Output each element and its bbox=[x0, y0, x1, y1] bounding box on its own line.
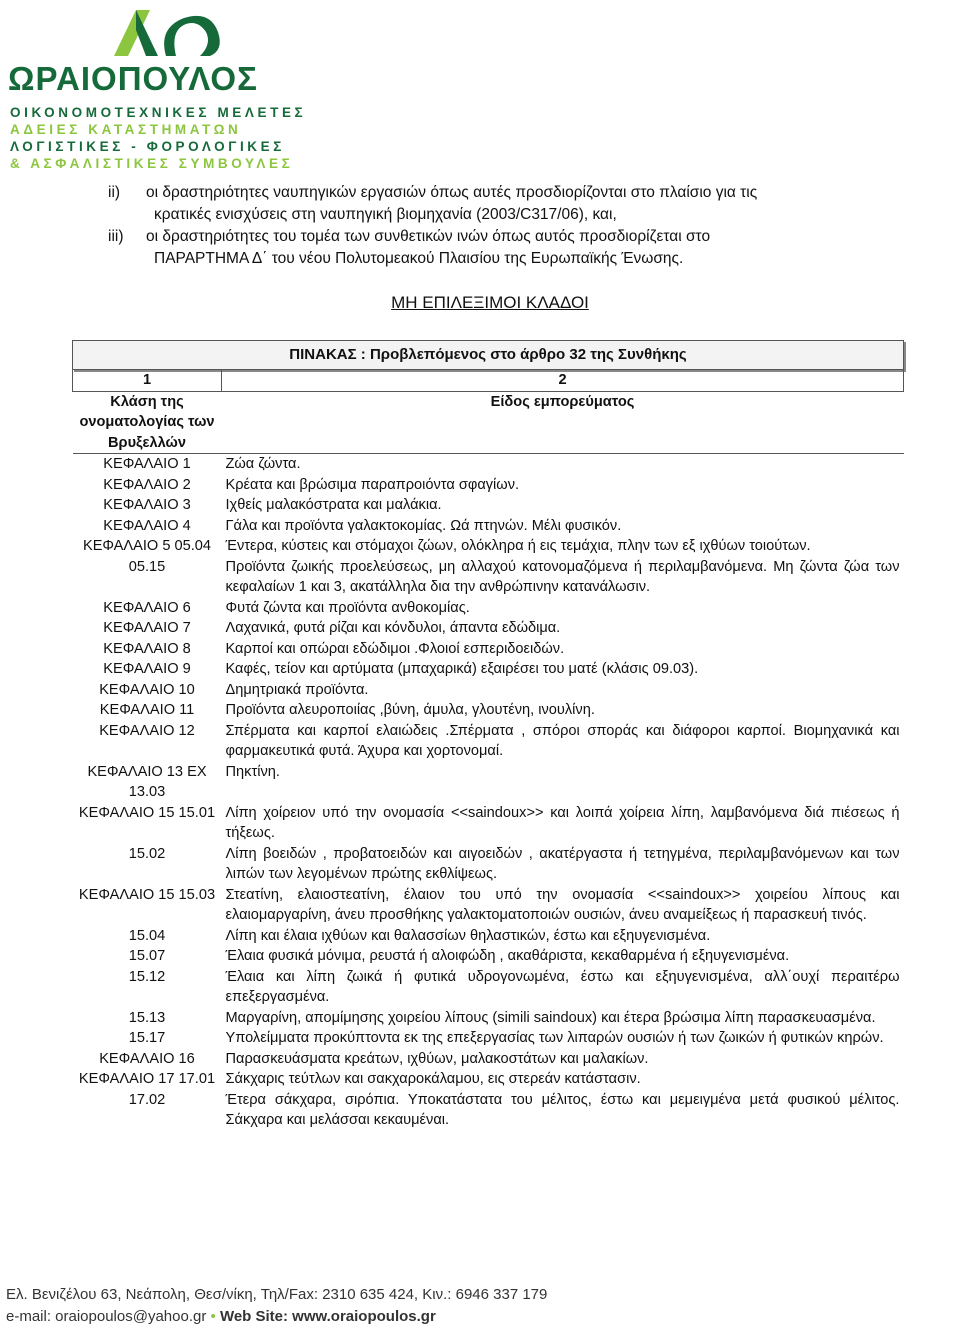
classification-code: ΚΕΦΑΛΑΙΟ 13 ΕΧ 13.03 bbox=[87, 763, 207, 800]
goods-description: Προϊόντα ζωικής προελεύσεως, μη αλλαχού κατονομαζόμενα ή περιλαμβανόμενα. Μη ζώντα ζώα των κεφαλαίων 1 και 3, ακατάλληλα δια την ανθρώπινην κατανάλωσιν. bbox=[225, 558, 900, 595]
classification-code: ΚΕΦΑΛΑΙΟ 8 bbox=[103, 640, 191, 657]
table-row bbox=[73, 536, 904, 557]
table-row bbox=[73, 1090, 904, 1131]
table-header-labels bbox=[73, 391, 904, 454]
table-row bbox=[73, 1069, 904, 1090]
goods-description: Φυτά ζώντα και προϊόντα ανθοκομίας. bbox=[225, 599, 470, 616]
classification-code: ΚΕΦΑΛΑΙΟ 10 bbox=[99, 681, 195, 698]
goods-description: Παρασκευάσματα κρεάτων, ιχθύων, μαλακοστάτων και μαλακίων. bbox=[225, 1050, 649, 1067]
table-row bbox=[73, 803, 904, 844]
classification-code: ΚΕΦΑΛΑΙΟ 17 17.01 bbox=[78, 1071, 216, 1087]
classification-code: 05.15 bbox=[128, 558, 166, 575]
table-row bbox=[73, 618, 904, 639]
table-row bbox=[73, 700, 904, 721]
tagline-4: & ΑΣΦΑΛΙΣΤΙΚΕΣ ΣΥΜΒΟΥΛΕΣ bbox=[10, 156, 294, 171]
list-item-number: ii) bbox=[108, 184, 121, 201]
table-row bbox=[73, 967, 904, 1008]
column-number-1: 1 bbox=[73, 370, 222, 392]
table-row bbox=[73, 475, 904, 496]
column-header-goods: Είδος εμπορεύματος bbox=[222, 391, 904, 454]
classification-code: ΚΕΦΑΛΑΙΟ 16 bbox=[99, 1050, 195, 1067]
table-row bbox=[73, 454, 904, 475]
classification-code: ΚΕΦΑΛΑΙΟ 9 bbox=[103, 661, 191, 677]
table-row bbox=[73, 1008, 904, 1029]
goods-description: Ιχθείς μαλακόστρατα και μαλάκια. bbox=[225, 497, 442, 513]
list-item-continuation: ΠΑΡΑΡΤΗΜΑ Δ΄ του νέου Πολυτομεακού Πλαισίου της Ευρωπαϊκής Ένωσης. bbox=[154, 250, 684, 267]
goods-description: Σάκχαρις τεύτλων και σακχαροκάλαμου, εις στερεάν κατάστασιν. bbox=[225, 1071, 641, 1087]
classification-code: ΚΕΦΑΛΑΙΟ 1 bbox=[103, 456, 191, 472]
footer-email: e-mail: oraiopoulos@yahoo.gr bbox=[6, 1308, 207, 1325]
column-number-2: 2 bbox=[222, 370, 904, 392]
classification-code: ΚΕΦΑΛΑΙΟ 11 bbox=[99, 702, 195, 718]
classification-code: ΚΕΦΑΛΑΙΟ 15 15.01 bbox=[78, 804, 216, 821]
table-row bbox=[73, 495, 904, 516]
table-header-numbers bbox=[73, 370, 904, 392]
table-row bbox=[73, 844, 904, 885]
goods-description: Λίπη χοίρειον υπό την ονομασία <<saindoux>> και λοιπά χοίρεια λίπη, λαμβανόμενα διά πιέσεως ή τήξεως. bbox=[225, 804, 900, 841]
omega-logo-icon bbox=[106, 6, 236, 62]
classification-code: ΚΕΦΑΛΑΙΟ 6 bbox=[103, 599, 191, 616]
classification-code: ΚΕΦΑΛΑΙΟ 15 15.03 bbox=[78, 886, 216, 903]
classification-code: 15.12 bbox=[128, 968, 166, 985]
company-logo bbox=[6, 6, 307, 171]
classification-code: ΚΕΦΑΛΑΙΟ 7 bbox=[103, 620, 191, 636]
commodity-table bbox=[72, 369, 904, 1131]
goods-description: Καφές, τείον και αρτύματα (μπαχαρικά) εξαιρέσει του ματέ (κλάσις 09.03). bbox=[225, 661, 699, 677]
table-row bbox=[73, 598, 904, 619]
list-item bbox=[108, 182, 903, 204]
goods-description: Κρέατα και βρώσιμα παραπροιόντα σφαγίων. bbox=[225, 476, 520, 493]
company-name: ΩΡΑΙΟΠΟΥΛΟΣ bbox=[8, 60, 258, 97]
classification-code: ΚΕΦΑΛΑΙΟ 3 bbox=[103, 497, 191, 513]
goods-description: Υπολείμματα προκύπτοντα εκ της επεξεργασίας των λιπαρών ουσιών ή των ζωικών ή φυτικών κηρών. bbox=[225, 1030, 884, 1046]
classification-code: 17.02 bbox=[128, 1091, 166, 1108]
classification-code: ΚΕΦΑΛΑΙΟ 4 bbox=[103, 517, 191, 534]
goods-description: Σπέρματα και καρποί ελαιώδεις .Σπέρματα , σπόροι σποράς και διάφοροι καρποί. Βιομηχανικά και φαρμακευτικά φυτά. Άχυρα και χορτονομαί. bbox=[225, 722, 900, 759]
table-row bbox=[73, 1028, 904, 1049]
tagline-2: ΑΔΕΙΕΣ ΚΑΤΑΣΤΗΜΑΤΩΝ bbox=[10, 122, 242, 137]
classification-code: 15.07 bbox=[128, 948, 166, 964]
list-item-number: iii) bbox=[108, 228, 124, 245]
section-heading: ΜΗ ΕΠΙΛΕΞΙΜΟΙ ΚΛΑΔΟΙ bbox=[391, 293, 589, 312]
intro-list bbox=[108, 182, 903, 270]
table-row bbox=[73, 557, 904, 598]
table-row bbox=[73, 1049, 904, 1070]
classification-code: ΚΕΦΑΛΑΙΟ 2 bbox=[103, 476, 191, 493]
footer-bullet: • bbox=[210, 1308, 216, 1325]
goods-description: Πηκτίνη. bbox=[225, 763, 280, 780]
goods-description: Έντερα, κύστεις και στόμαχοι ζώων, ολόκληρα ή εις τεμάχια, πλην των εξ ιχθύων τοιούτων. bbox=[225, 538, 811, 554]
goods-description: Λαχανικά, φυτά ρίζαι και κόνδυλοι, άπαντα εδώδιμα. bbox=[225, 620, 561, 636]
classification-code: 15.13 bbox=[128, 1009, 166, 1026]
list-item-text: οι δραστηριότητες ναυπηγικών εργασιών όπως αυτές προσδιορίζονται στο πλαίσιο για τις bbox=[146, 184, 758, 201]
table-row bbox=[73, 516, 904, 537]
page-footer bbox=[6, 1284, 956, 1328]
table-row bbox=[73, 946, 904, 967]
goods-description: Λίπη βοειδών , προβατοειδών και αιγοειδών , ακατέργαστα ή τετηγμένα, περιλαμβανόμενων και των λιπών των λεγομένων πρώτης εκθλίψεως. bbox=[225, 845, 900, 882]
table-row bbox=[73, 659, 904, 680]
goods-description: Γάλα και προϊόντα γαλακτοκομίας. Ωά πτηνών. Μέλι φυσικόν. bbox=[225, 517, 622, 534]
goods-description: Στεατίνη, ελαιοστεατίνη, έλαιον του υπό την ονομασία <<saindoux>> χοιρείου λίπους και ελαιομαργαρίνη, άνευ προσθήκης γαλακτοματοποιών ουσιών, άνευ αναμείξεως ή παρασκευή τινός. bbox=[225, 886, 900, 923]
table-title: ΠΙΝΑΚΑΣ : Προβλεπόμενος στο άρθρο 32 της Συνθήκης bbox=[72, 340, 904, 370]
tagline-3: ΛΟΓΙΣΤΙΚΕΣ - ΦΟΡΟΛΟΓΙΚΕΣ bbox=[10, 139, 285, 154]
tagline-1: ΟΙΚΟΝΟΜΟΤΕΧΝΙΚΕΣ ΜΕΛΕΤΕΣ bbox=[10, 105, 307, 120]
list-item bbox=[108, 226, 903, 248]
table-row bbox=[73, 721, 904, 762]
classification-code: 15.04 bbox=[128, 927, 166, 944]
table-row bbox=[73, 926, 904, 947]
classification-code: ΚΕΦΑΛΑΙΟ 5 05.04 bbox=[82, 538, 212, 554]
list-item-continuation: κρατικές ενισχύσεις στη ναυπηγική βιομηχανία (2003/C317/06), και, bbox=[154, 206, 617, 223]
table-row bbox=[73, 639, 904, 660]
goods-description: Καρποί και οπώραι εδώδιμοι .Φλοιοί εσπεριδοειδών. bbox=[225, 640, 565, 657]
classification-code: 15.17 bbox=[128, 1030, 166, 1046]
goods-description: Έλαια και λίπη ζωικά ή φυτικά υδρογονωμένα, έστω και εξηυγενισμένα, αλλ΄ουχί περαιτέρω επεξεργασμένα. bbox=[225, 968, 900, 1005]
table-row bbox=[73, 680, 904, 701]
classification-code: 15.02 bbox=[128, 845, 166, 862]
goods-description: Έτερα σάκχαρα, σιρόπια. Υποκατάστατα του μέλιτος, έστω και μεμειγμένα μετά φυσικού μέλιτος. Σάκχαρα και μελάσσαι κεκαυμέναι. bbox=[225, 1091, 900, 1128]
goods-description: Ζώα ζώντα. bbox=[225, 456, 301, 472]
goods-description: Λίπη και έλαια ιχθύων και θαλασσίων θηλαστικών, έστω και εξηυγενισμένα. bbox=[225, 927, 711, 944]
goods-description: Προϊόντα αλευροποιίας ,βύνη, άμυλα, γλουτένη, ινουλίνη. bbox=[225, 702, 595, 718]
goods-description: Δημητριακά προϊόντα. bbox=[225, 681, 369, 698]
classification-code: ΚΕΦΑΛΑΙΟ 12 bbox=[99, 722, 195, 739]
column-header-classification: Κλάση της ονοματολογίας των Βρυξελλών bbox=[73, 391, 222, 454]
goods-description: Μαργαρίνη, απομίμησης χοιρείου λίπους (simili saindoux) και έτερα βρώσιμα λίπη παρασκευασμένα. bbox=[225, 1009, 876, 1026]
list-item-text: οι δραστηριότητες του τομέα των συνθετικών ινών όπως αυτός προσδιορίζεται στο bbox=[146, 228, 711, 245]
goods-description: Έλαια φυσικά μόνιμα, ρευστά ή αλοιφώδη , ακαθάριστα, κεκαθαρμένα ή εξηυγενισμένα. bbox=[225, 948, 790, 964]
table-row bbox=[73, 762, 904, 803]
table-row bbox=[73, 885, 904, 926]
footer-website: Web Site: www.oraiopoulos.gr bbox=[219, 1308, 436, 1325]
footer-address: Ελ. Βενιζέλου 63, Νεάπολη, Θεσ/νίκη, Τηλ/Fax: 2310 635 424, Κιν.: 6946 337 179 bbox=[6, 1286, 548, 1303]
